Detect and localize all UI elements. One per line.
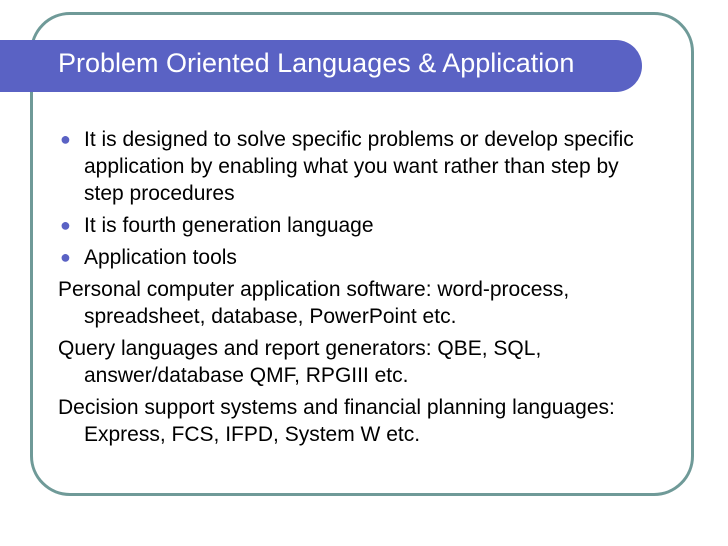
tool-item-personal-computer: Personal computer application software: word-process, spreadsheet, database, PowerPoint etc.	[58, 278, 570, 328]
bullet-item	[58, 244, 658, 271]
bullet-text: Application tools	[84, 246, 237, 269]
bullet-text: It is fourth generation language	[84, 214, 374, 237]
bullet-item	[58, 212, 658, 239]
bullet-icon: ●	[60, 215, 71, 235]
bullet-item	[58, 126, 658, 207]
bullet-text: It is designed to solve specific problems or develop specific application by enabling what you want rather than step by step procedures	[84, 128, 634, 205]
tool-item-decision-support: Decision support systems and financial planning languages: Express, FCS, IFPD, System W etc.	[58, 396, 615, 446]
slide-title: Problem Oriented Languages & Application	[58, 48, 575, 78]
tool-item-query-languages: Query languages and report generators: QBE, SQL, answer/database QMF, RPGIII etc.	[58, 337, 542, 387]
bullet-icon: ●	[60, 129, 71, 149]
bullet-icon: ●	[60, 247, 71, 267]
slide-content	[58, 126, 658, 453]
